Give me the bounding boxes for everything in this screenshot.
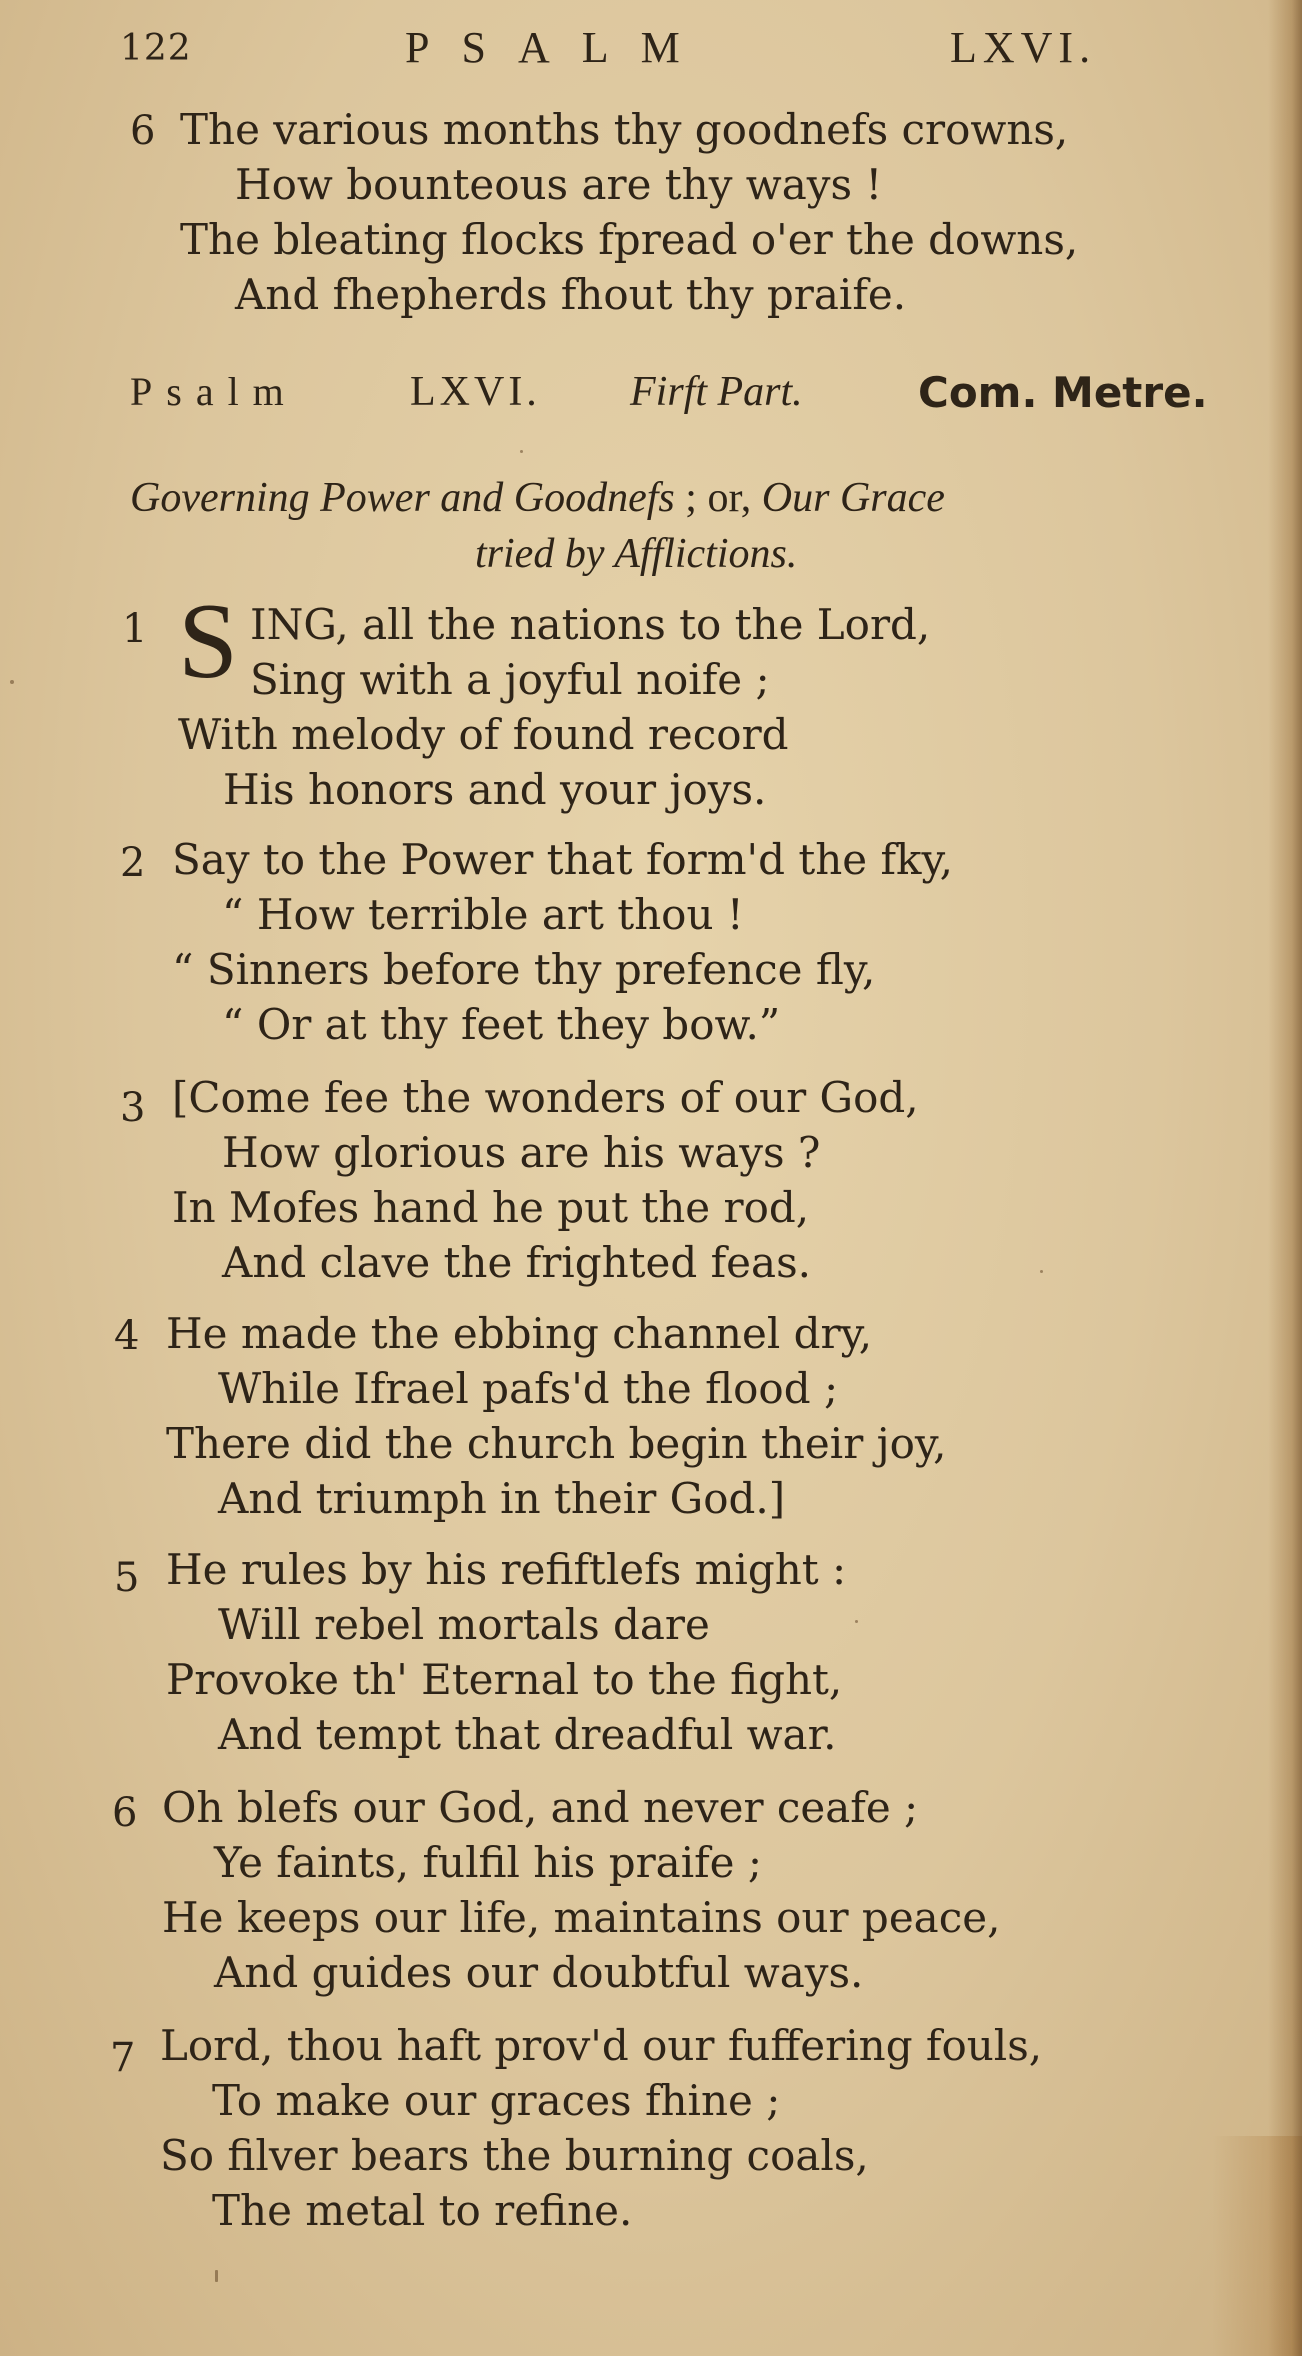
- page-header: [120, 22, 1097, 82]
- verse-line: “ Sinners before thy prefence fly,: [172, 945, 876, 994]
- subtitle-theme: Governing Power and Goodnefs: [130, 475, 675, 521]
- heading-psalm-word: Psalm: [130, 369, 298, 414]
- paper-speck: [215, 2270, 218, 2282]
- verse-line: He made the ebbing channel dry,: [166, 1309, 873, 1358]
- verse-number: 6: [112, 1790, 138, 1836]
- verse-line: He keeps our life, maintains our peace,: [162, 1893, 1001, 1942]
- verse-line: [Come fee the wonders of our God,: [172, 1073, 919, 1122]
- verse-number: 6: [130, 108, 156, 154]
- verse-number: 5: [114, 1555, 140, 1601]
- verse-line: The metal to refine.: [212, 2186, 633, 2235]
- section-heading: [130, 368, 1260, 428]
- subtitle-alt-title-end: tried by Afflictions.: [475, 531, 798, 577]
- verse-line: Lord, thou haft prov'd our fuffering fouls,: [160, 2021, 1043, 2070]
- stanza-lines: [180, 102, 1280, 322]
- running-psalm-number: LXVI.: [950, 23, 1097, 72]
- verse-line: And guides our doubtful ways.: [214, 1948, 864, 1997]
- verse-line: And clave the frighted feas.: [222, 1238, 811, 1287]
- stanza-lines: [160, 2018, 1260, 2238]
- paper-speck: [520, 450, 523, 453]
- drop-cap: S: [178, 582, 239, 701]
- verse-line: How bounteous are thy ways !: [235, 160, 883, 209]
- verse-line: Ye faints, fulfil his praife ;: [214, 1838, 763, 1887]
- stanza-lines: [172, 832, 1272, 1052]
- heading-psalm-number: LXVI.: [410, 369, 541, 415]
- verse-number: 3: [120, 1085, 146, 1131]
- verse-line: How glorious are his ways ?: [222, 1128, 821, 1177]
- stanza-lines: [172, 1070, 1272, 1290]
- heading-part: Firft Part.: [630, 369, 803, 415]
- verse-line: ING, all the nations to the Lord,: [250, 600, 931, 649]
- verse-line: The various months thy goodnefs crowns,: [180, 105, 1069, 154]
- stanza-lines: [166, 1306, 1266, 1526]
- paper-speck: [1040, 1270, 1043, 1273]
- verse-line: In Mofes hand he put the rod,: [172, 1183, 810, 1232]
- verse-number: 7: [110, 2035, 136, 2081]
- psalm-subtitle: [130, 470, 1260, 582]
- subtitle-separator: ; or,: [685, 475, 752, 521]
- verse-line: Will rebel mortals dare: [218, 1600, 710, 1649]
- verse-line: The bleating flocks fpread o'er the downs,: [180, 215, 1079, 264]
- paper-speck: [10, 680, 14, 684]
- verse-number: 4: [114, 1313, 140, 1359]
- verse-line: Provoke th' Eternal to the fight,: [166, 1655, 843, 1704]
- verse-line: His honors and your joys.: [223, 765, 767, 814]
- page-edge-shadow: [1268, 0, 1302, 2356]
- verse-line: So filver bears the burning coals,: [160, 2131, 869, 2180]
- verse-number: 1: [122, 606, 148, 652]
- subtitle-line-1: [130, 470, 1260, 526]
- verse-line: And tempt that dreadful war.: [218, 1710, 837, 1759]
- verse-number: 2: [120, 840, 146, 886]
- verse-line: While Ifrael pafs'd the flood ;: [218, 1364, 839, 1413]
- verse-line: “ Or at thy feet they bow.”: [222, 1000, 781, 1049]
- verse-line: To make our graces fhine ;: [212, 2076, 781, 2125]
- verse-line: Oh blefs our God, and never ceafe ;: [162, 1783, 919, 1832]
- verse-line: “ How terrible art thou !: [222, 890, 744, 939]
- stanza-lines: [162, 1780, 1262, 2000]
- verse-line: And fhepherds fhout thy praife.: [235, 270, 907, 319]
- subtitle-alt-title: Our Grace: [761, 475, 945, 521]
- page-number: 122: [120, 28, 192, 69]
- verse-line: He rules by his refiftlefs might :: [166, 1545, 847, 1594]
- stanza-lines: [166, 1542, 1266, 1762]
- paper-speck: [855, 1620, 858, 1623]
- verse-line: There did the church begin their joy,: [166, 1419, 947, 1468]
- verse-line: Sing with a joyful noife ;: [250, 655, 770, 704]
- verse-line: With melody of found record: [178, 710, 789, 759]
- verse-line: And triumph in their God.]: [218, 1474, 786, 1523]
- running-title: PSALM: [405, 23, 712, 72]
- stanza-lines: [178, 597, 1278, 817]
- heading-metre: Com. Metre.: [918, 368, 1208, 417]
- verse-line: Say to the Power that form'd the fky,: [172, 835, 953, 884]
